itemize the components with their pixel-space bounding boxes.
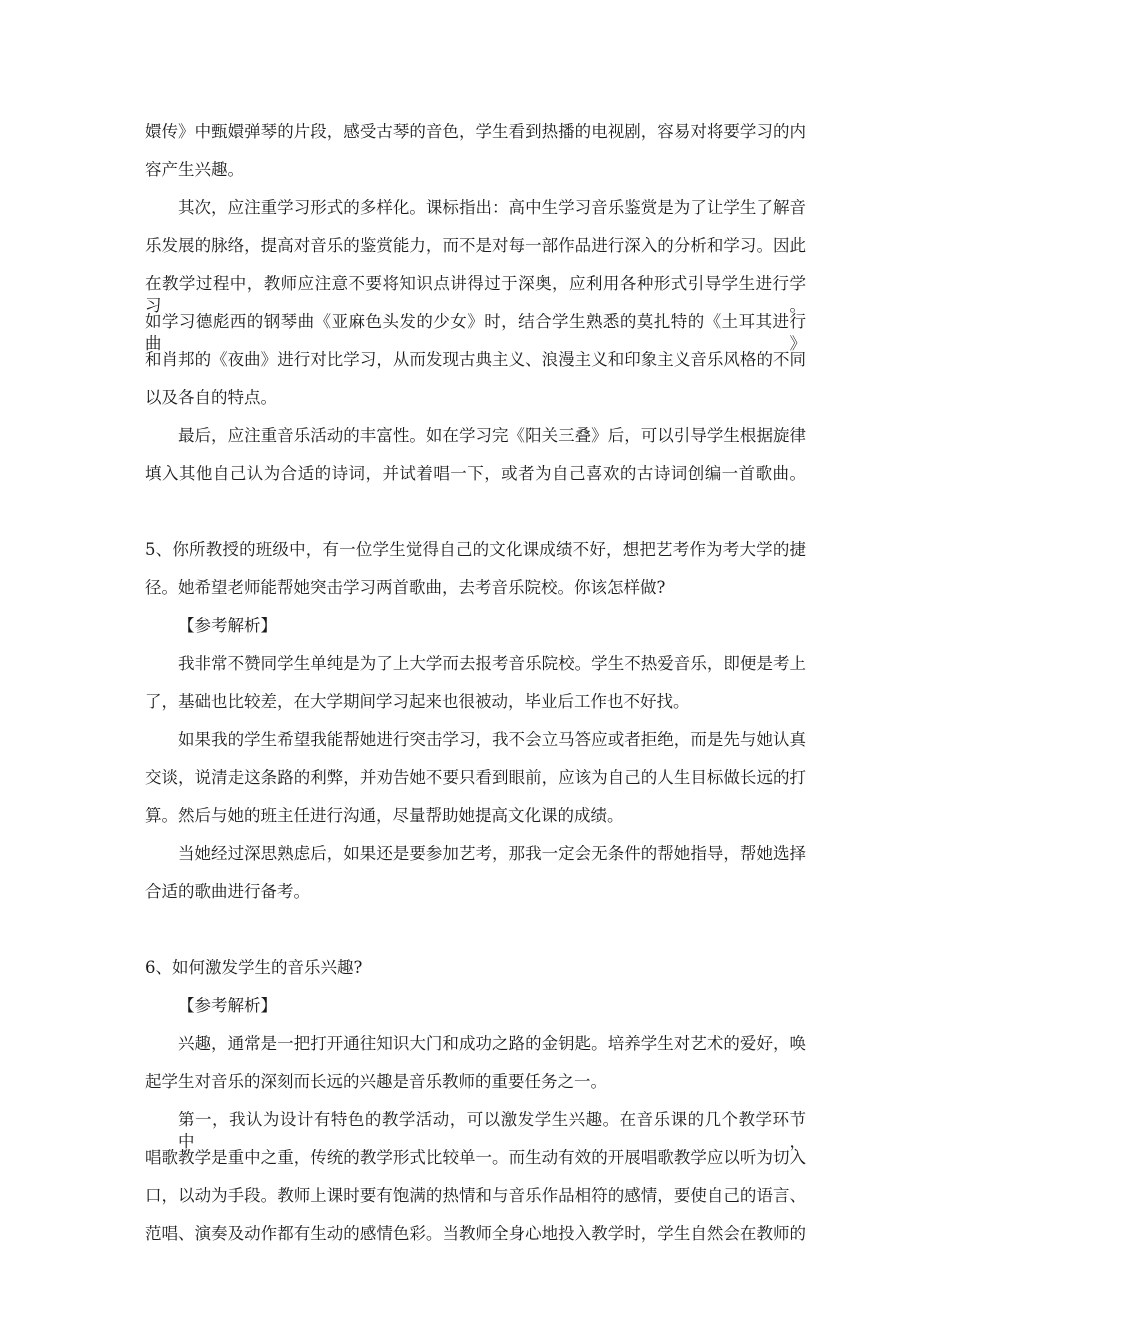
text-line: 算。然后与她的班主任进行沟通，尽量帮助她提高文化课的成绩。 <box>145 806 624 825</box>
text-line: 嬛传》中甄嬛弹琴的片段，感受古琴的音色，学生看到热播的电视剧，容易对将要学习的内 <box>145 122 806 141</box>
text-line: 乐发展的脉络，提高对音乐的鉴赏能力，而不是对每一部作品进行深入的分析和学习。因此 <box>145 236 806 255</box>
question-5-heading: 径。她希望老师能帮她突击学习两首歌曲，去考音乐院校。你该怎样做? <box>145 578 666 597</box>
analysis-label: 【参考解析】 <box>178 996 277 1015</box>
paragraph-first-line: 兴趣，通常是一把打开通往知识大门和成功之路的金钥匙。培养学生对艺术的爱好，唤 <box>178 1034 806 1053</box>
text-line: 以及各自的特点。 <box>145 388 277 407</box>
text-line: 如学习德彪西的钢琴曲《亚麻色头发的少女》时，结合学生熟悉的莫扎特的《土耳其进行曲》 <box>145 312 806 353</box>
text-line: 在教学过程中，教师应注意不要将知识点讲得过于深奥，应利用各种形式引导学生进行学习。 <box>145 274 806 315</box>
question-5-heading: 5、你所教授的班级中，有一位学生觉得自己的文化课成绩不好，想把艺考作为考大学的捷 <box>145 540 806 559</box>
text-line: 起学生对音乐的深刻而长远的兴趣是音乐教师的重要任务之一。 <box>145 1072 607 1091</box>
analysis-label: 【参考解析】 <box>178 616 277 635</box>
text-line: 合适的歌曲进行备考。 <box>145 882 310 901</box>
paragraph-first-line: 如果我的学生希望我能帮她进行突击学习，我不会立马答应或者拒绝，而是先与她认真 <box>178 730 806 749</box>
text-line: 唱歌教学是重中之重，传统的教学形式比较单一。而生动有效的开展唱歌教学应以听为切入 <box>145 1148 806 1167</box>
paragraph-first-line: 我非常不赞同学生单纯是为了上大学而去报考音乐院校。学生不热爱音乐，即便是考上 <box>178 654 806 673</box>
paragraph-first-line: 最后，应注重音乐活动的丰富性。如在学习完《阳关三叠》后，可以引导学生根据旋律 <box>178 426 806 445</box>
paragraph-first-line: 当她经过深思熟虑后，如果还是要参加艺考，那我一定会无条件的帮她指导，帮她选择 <box>178 844 806 863</box>
text-line: 填入其他自己认为合适的诗词，并试着唱一下，或者为自己喜欢的古诗词创编一首歌曲。 <box>145 464 806 483</box>
question-6-heading: 6、如何激发学生的音乐兴趣? <box>145 958 363 977</box>
paragraph-first-line: 其次，应注重学习形式的多样化。课标指出：高中生学习音乐鉴赏是为了让学生了解音 <box>178 198 806 217</box>
text-line: 口，以动为手段。教师上课时要有饱满的热情和与音乐作品相符的感情，要使自己的语言、 <box>145 1186 806 1205</box>
text-line: 了，基础也比较差，在大学期间学习起来也很被动，毕业后工作也不好找。 <box>145 692 690 711</box>
text-line: 容产生兴趣。 <box>145 160 244 179</box>
text-line: 范唱、演奏及动作都有生动的感情色彩。当教师全身心地投入教学时，学生自然会在教师的 <box>145 1224 806 1243</box>
text-line: 和肖邦的《夜曲》进行对比学习，从而发现古典主义、浪漫主义和印象主义音乐风格的不同 <box>145 350 806 369</box>
text-line: 交谈，说清走这条路的利弊，并劝告她不要只看到眼前，应该为自己的人生目标做长远的打 <box>145 768 806 787</box>
paragraph-first-line: 第一，我认为设计有特色的教学活动，可以激发学生兴趣。在音乐课的几个教学环节中， <box>178 1110 806 1151</box>
